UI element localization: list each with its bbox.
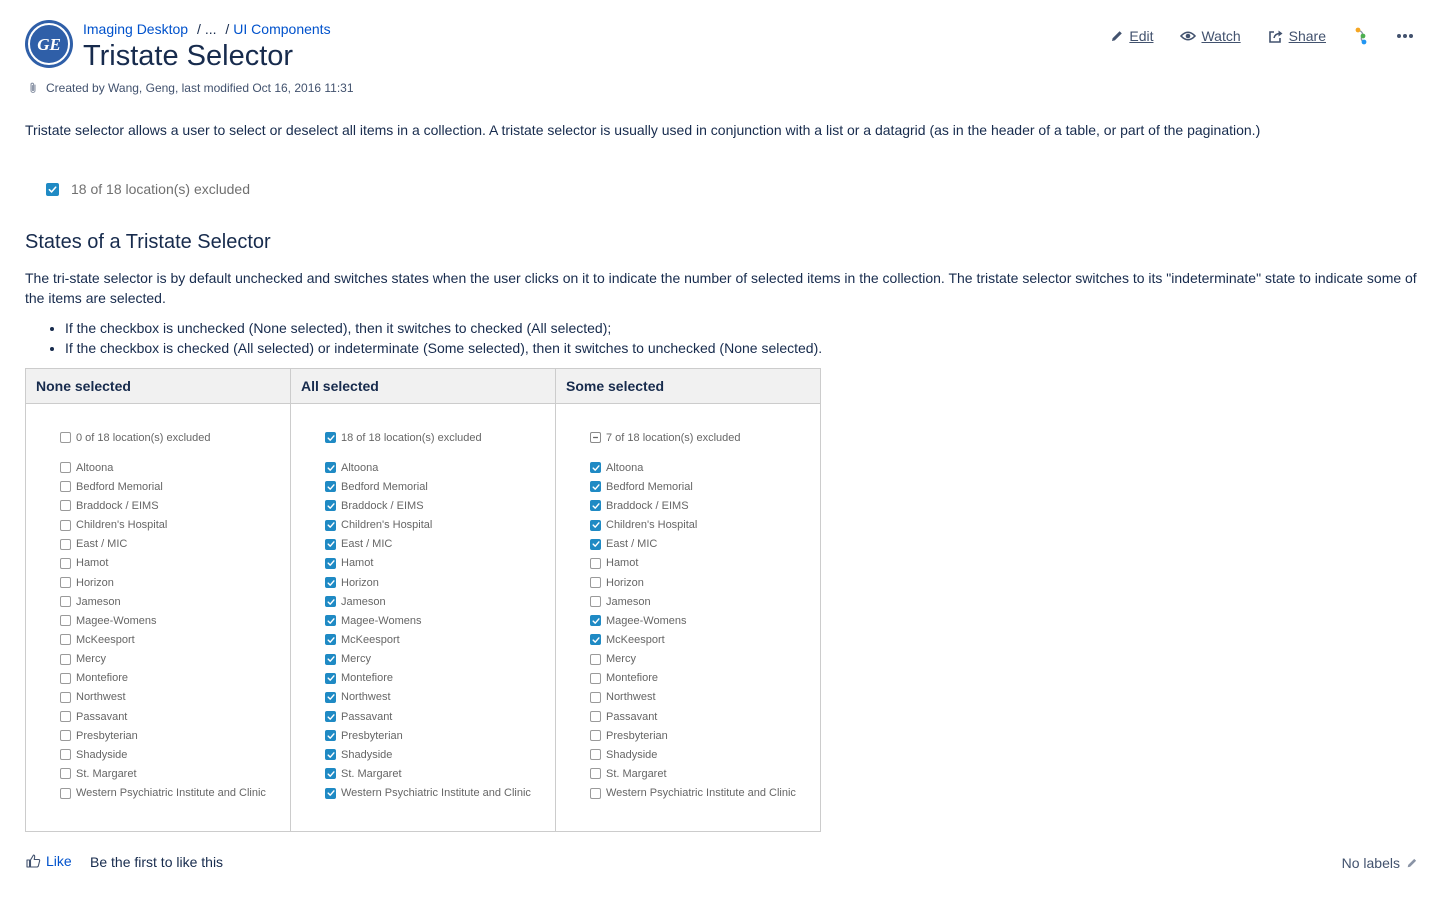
location-checkbox-row[interactable] (60, 496, 290, 515)
breadcrumb-separator: / (225, 21, 230, 37)
location-label: Children's Hospital (606, 519, 698, 532)
checkbox-unchecked[interactable] (60, 730, 71, 741)
location-checkbox-row[interactable] (590, 707, 820, 726)
location-checkbox-row[interactable] (60, 477, 290, 496)
states-description: The tri-state selector is by default unchecked and switches states when the user clicks on it to indicate the number of selected items in the collection. The tristate selector switches to its "indeterminate" state to indicate some of the items are selected. (25, 270, 1417, 306)
header-none-selected: None selected (26, 369, 291, 404)
location-label: Shadyside (76, 748, 128, 761)
tristate-summary[interactable] (590, 428, 820, 447)
location-label: Hamot (76, 557, 109, 570)
checkbox-unchecked[interactable] (590, 730, 601, 741)
svg-text:GE: GE (37, 35, 61, 54)
like-label: Like (46, 853, 72, 869)
location-checkbox-row[interactable] (325, 573, 555, 592)
more-icon (1396, 33, 1414, 39)
location-label: Horizon (341, 576, 379, 589)
location-checkbox-row[interactable] (325, 477, 555, 496)
location-checkbox-row[interactable] (60, 784, 290, 803)
no-labels-text: No labels (1341, 855, 1400, 871)
location-checkbox-row[interactable] (325, 707, 555, 726)
location-checkbox-row[interactable] (590, 764, 820, 783)
checkbox-checked[interactable] (325, 462, 336, 473)
location-label: Children's Hospital (76, 519, 168, 532)
location-label: Northwest (606, 691, 656, 704)
check-icon (327, 521, 335, 529)
checkbox-unchecked[interactable] (60, 673, 71, 684)
ge-monogram-icon (27, 22, 71, 66)
checkbox-list (556, 404, 820, 803)
check-icon (327, 636, 335, 644)
location-label: Montefiore (341, 672, 393, 685)
location-label: Presbyterian (341, 729, 403, 742)
header-some-selected: Some selected (556, 369, 821, 404)
location-label: Shadyside (341, 748, 393, 761)
checkbox-unchecked[interactable] (590, 654, 601, 665)
checkbox-unchecked[interactable] (590, 577, 601, 588)
check-icon (592, 483, 600, 491)
location-label: St. Margaret (76, 767, 137, 780)
location-label: Altoona (341, 461, 379, 474)
check-icon (327, 540, 335, 548)
location-label: Passavant (76, 710, 128, 723)
tristate-summary-label: 7 of 18 location(s) excluded (606, 431, 741, 444)
checkbox-indeterminate[interactable] (590, 432, 601, 443)
location-label: Presbyterian (606, 729, 668, 742)
share-icon (1268, 29, 1284, 43)
location-checkbox-row[interactable] (590, 688, 820, 707)
tristate-demo-checkbox[interactable] (46, 183, 59, 196)
checkbox-unchecked[interactable] (60, 500, 71, 511)
checkbox-checked[interactable] (325, 730, 336, 741)
page-title: Tristate Selector (83, 40, 294, 72)
breadcrumb-ellipsis[interactable]: ... (204, 21, 217, 37)
location-label: East / MIC (341, 538, 393, 551)
pencil-icon (1110, 29, 1124, 43)
location-label: Altoona (606, 461, 644, 474)
location-checkbox-row[interactable] (325, 784, 555, 803)
all-selected-cell (291, 404, 556, 832)
labels-edit-button[interactable] (1342, 855, 1418, 871)
checkbox-unchecked[interactable] (60, 577, 71, 588)
checkbox-unchecked[interactable] (590, 673, 601, 684)
bullet-item: • If the checkbox is unchecked (None selected), then it switches to checked (All selected); (65, 318, 822, 338)
check-icon (592, 617, 600, 625)
checkbox-checked[interactable] (590, 520, 601, 531)
location-label: Altoona (76, 461, 114, 474)
location-label: McKeesport (341, 633, 400, 646)
location-label: Bedford Memorial (606, 480, 693, 493)
check-icon (327, 617, 335, 625)
location-checkbox-row[interactable] (60, 650, 290, 669)
location-checkbox-row[interactable] (590, 650, 820, 669)
check-icon (48, 185, 57, 194)
tristate-summary-label: 0 of 18 location(s) excluded (76, 431, 211, 444)
location-label: Hamot (341, 557, 374, 570)
edit-button[interactable] (1110, 28, 1153, 44)
location-label: Montefiore (76, 672, 128, 685)
location-checkbox-row[interactable] (325, 630, 555, 649)
location-checkbox-row[interactable] (590, 611, 820, 630)
share-label: Share (1288, 28, 1326, 44)
location-label: Braddock / EIMS (606, 499, 689, 512)
more-actions-button[interactable] (1396, 33, 1414, 39)
location-checkbox-row[interactable] (325, 535, 555, 554)
watch-label: Watch (1201, 28, 1241, 44)
location-checkbox-row[interactable] (325, 516, 555, 535)
share-button[interactable] (1268, 28, 1326, 44)
location-checkbox-row[interactable] (325, 669, 555, 688)
checkbox-checked[interactable] (590, 615, 601, 626)
checkbox-checked[interactable] (325, 558, 336, 569)
workflow-icon (1353, 27, 1369, 45)
check-icon (592, 502, 600, 510)
checkbox-unchecked[interactable] (590, 788, 601, 799)
location-checkbox-row[interactable] (60, 764, 290, 783)
checkbox-unchecked[interactable] (590, 749, 601, 760)
checkbox-unchecked[interactable] (590, 768, 601, 779)
location-checkbox-row[interactable] (325, 688, 555, 707)
location-checkbox-row[interactable] (60, 458, 290, 477)
intro-paragraph: Tristate selector allows a user to select or deselect all items in a collection. A tristate selector is usually used in conjunction with a list or a datagrid (as in the header of a table, or part of the pagination.) (25, 122, 1261, 138)
check-icon (327, 770, 335, 778)
page-meta-text: Created by Wang, Geng, last modified Oct 16, 2016 11:31 (46, 81, 354, 95)
checkbox-checked[interactable] (325, 577, 336, 588)
location-checkbox-row[interactable] (60, 611, 290, 630)
check-icon (327, 579, 335, 587)
location-checkbox-row[interactable] (325, 650, 555, 669)
location-checkbox-row[interactable] (60, 592, 290, 611)
location-label: Braddock / EIMS (76, 499, 159, 512)
states-heading: States of a Tristate Selector (25, 231, 271, 253)
location-checkbox-row[interactable] (325, 496, 555, 515)
checkbox-unchecked[interactable] (60, 711, 71, 722)
location-label: East / MIC (606, 538, 658, 551)
check-icon (327, 502, 335, 510)
location-label: Montefiore (606, 672, 658, 685)
checkbox-unchecked[interactable] (60, 692, 71, 703)
location-checkbox-row[interactable] (590, 516, 820, 535)
location-label: Children's Hospital (341, 519, 433, 532)
location-label: Bedford Memorial (76, 480, 163, 493)
location-label: Magee-Womens (341, 614, 422, 627)
some-selected-cell (556, 404, 821, 832)
space-logo[interactable] (25, 20, 73, 68)
checkbox-list (26, 404, 290, 803)
location-checkbox-row[interactable] (590, 592, 820, 611)
page-metadata (28, 81, 354, 95)
location-label: Jameson (76, 595, 121, 608)
states-table (25, 368, 821, 832)
tristate-summary[interactable] (325, 428, 555, 447)
minus-icon (592, 434, 599, 441)
checkbox-checked[interactable] (590, 500, 601, 511)
location-label: Hamot (606, 557, 639, 570)
watch-button[interactable] (1180, 28, 1240, 44)
checkbox-checked[interactable] (325, 539, 336, 550)
checkbox-checked[interactable] (325, 432, 336, 443)
checkbox-unchecked[interactable] (60, 596, 71, 607)
location-checkbox-row[interactable] (60, 554, 290, 573)
location-checkbox-row[interactable] (590, 554, 820, 573)
location-checkbox-row[interactable] (60, 669, 290, 688)
check-icon (592, 464, 600, 472)
check-icon (327, 598, 335, 606)
checkbox-unchecked[interactable] (60, 788, 71, 799)
location-label: Shadyside (606, 748, 658, 761)
check-icon (327, 434, 335, 442)
location-label: East / MIC (76, 538, 128, 551)
location-checkbox-row[interactable] (590, 745, 820, 764)
page-toolbar (1083, 26, 1414, 46)
checkbox-unchecked[interactable] (590, 596, 601, 607)
checkbox-unchecked[interactable] (60, 462, 71, 473)
check-icon (592, 540, 600, 548)
location-checkbox-row[interactable] (590, 496, 820, 515)
breadcrumb-parent-link[interactable]: UI Components (233, 21, 331, 37)
checkbox-checked[interactable] (325, 500, 336, 511)
location-label: McKeesport (76, 633, 135, 646)
eye-icon (1180, 30, 1196, 42)
location-label: Northwest (76, 691, 126, 704)
location-checkbox-row[interactable] (590, 573, 820, 592)
check-icon (327, 655, 335, 663)
checkbox-checked[interactable] (325, 520, 336, 531)
location-checkbox-row[interactable] (590, 477, 820, 496)
like-status-text: Be the first to like this (90, 854, 224, 870)
location-label: Mercy (606, 653, 636, 666)
location-label: Magee-Womens (76, 614, 157, 627)
location-label: Horizon (76, 576, 114, 589)
checkbox-checked[interactable] (325, 634, 336, 645)
location-checkbox-row[interactable] (60, 630, 290, 649)
checkbox-unchecked[interactable] (60, 520, 71, 531)
check-icon (327, 789, 335, 797)
tristate-summary-label: 18 of 18 location(s) excluded (341, 431, 482, 444)
checkbox-checked[interactable] (325, 749, 336, 760)
header-all-selected: All selected (291, 369, 556, 404)
location-label: Presbyterian (76, 729, 138, 742)
tristate-summary[interactable] (60, 428, 290, 447)
workflow-button[interactable] (1353, 27, 1369, 45)
checkbox-checked[interactable] (325, 596, 336, 607)
checkbox-checked[interactable] (325, 788, 336, 799)
location-checkbox-row[interactable] (590, 726, 820, 745)
location-checkbox-row[interactable] (60, 707, 290, 726)
none-selected-cell (26, 404, 291, 832)
checkbox-unchecked[interactable] (60, 558, 71, 569)
location-checkbox-row[interactable] (60, 516, 290, 535)
checkbox-checked[interactable] (325, 654, 336, 665)
check-icon (592, 636, 600, 644)
location-label: Mercy (341, 653, 371, 666)
location-checkbox-row[interactable] (325, 458, 555, 477)
location-label: McKeesport (606, 633, 665, 646)
check-icon (327, 674, 335, 682)
location-checkbox-row[interactable] (590, 669, 820, 688)
checkbox-unchecked[interactable] (60, 654, 71, 665)
checkbox-checked[interactable] (325, 673, 336, 684)
location-label: Northwest (341, 691, 391, 704)
location-checkbox-row[interactable] (60, 726, 290, 745)
checkbox-unchecked[interactable] (60, 481, 71, 492)
location-checkbox-row[interactable] (60, 688, 290, 707)
check-icon (592, 521, 600, 529)
location-label: Bedford Memorial (341, 480, 428, 493)
attachment-icon (28, 82, 38, 94)
breadcrumb (83, 21, 331, 37)
location-label: Western Psychiatric Institute and Clinic (76, 787, 266, 800)
location-checkbox-row[interactable] (590, 535, 820, 554)
bullet-item: • If the checkbox is checked (All selected) or indeterminate (Some selected), then it switches to unchecked (None selected). (65, 338, 822, 358)
checkbox-checked[interactable] (590, 539, 601, 550)
checkbox-checked[interactable] (325, 692, 336, 703)
pencil-icon (1406, 857, 1418, 869)
location-label: Western Psychiatric Institute and Clinic (606, 787, 796, 800)
tristate-demo-label: 18 of 18 location(s) excluded (71, 181, 250, 197)
location-label: Passavant (341, 710, 393, 723)
location-label: Magee-Womens (606, 614, 687, 627)
checkbox-unchecked[interactable] (60, 768, 71, 779)
location-checkbox-row[interactable] (325, 745, 555, 764)
location-checkbox-row[interactable] (60, 745, 290, 764)
checkbox-checked[interactable] (325, 481, 336, 492)
location-label: Passavant (606, 710, 658, 723)
location-checkbox-row[interactable] (590, 784, 820, 803)
check-icon (327, 464, 335, 472)
checkbox-unchecked[interactable] (590, 558, 601, 569)
location-label: Jameson (606, 595, 651, 608)
breadcrumb-space-link[interactable]: Imaging Desktop (83, 21, 189, 37)
location-label: Braddock / EIMS (341, 499, 424, 512)
checkbox-unchecked[interactable] (60, 749, 71, 760)
checkbox-checked[interactable] (325, 615, 336, 626)
location-checkbox-row[interactable] (325, 764, 555, 783)
check-icon (327, 693, 335, 701)
checkbox-unchecked[interactable] (590, 711, 601, 722)
checkbox-checked[interactable] (325, 711, 336, 722)
checkbox-checked[interactable] (590, 634, 601, 645)
checkbox-checked[interactable] (590, 481, 601, 492)
checkbox-checked[interactable] (325, 768, 336, 779)
location-label: Horizon (606, 576, 644, 589)
edit-label: Edit (1129, 28, 1154, 44)
location-label: Western Psychiatric Institute and Clinic (341, 787, 531, 800)
location-label: St. Margaret (341, 767, 402, 780)
checkbox-list (291, 404, 555, 803)
thumbs-up-icon (26, 854, 41, 868)
breadcrumb-separator: / (196, 21, 201, 37)
location-checkbox-row[interactable] (590, 458, 820, 477)
check-icon (327, 713, 335, 721)
check-icon (327, 483, 335, 491)
location-checkbox-row[interactable] (60, 573, 290, 592)
check-icon (327, 751, 335, 759)
checkbox-unchecked[interactable] (60, 539, 71, 550)
location-checkbox-row[interactable] (325, 554, 555, 573)
location-checkbox-row[interactable] (325, 592, 555, 611)
location-checkbox-row[interactable] (325, 726, 555, 745)
location-checkbox-row[interactable] (590, 630, 820, 649)
checkbox-checked[interactable] (590, 462, 601, 473)
tristate-demo[interactable] (46, 181, 250, 197)
location-checkbox-row[interactable] (325, 611, 555, 630)
location-label: St. Margaret (606, 767, 667, 780)
states-bullet-list (25, 318, 822, 358)
like-button[interactable] (26, 853, 72, 869)
location-label: Jameson (341, 595, 386, 608)
check-icon (327, 559, 335, 567)
location-checkbox-row[interactable] (60, 535, 290, 554)
checkbox-unchecked[interactable] (590, 692, 601, 703)
checkbox-unchecked[interactable] (60, 432, 71, 443)
check-icon (327, 732, 335, 740)
checkbox-unchecked[interactable] (60, 634, 71, 645)
checkbox-unchecked[interactable] (60, 615, 71, 626)
location-label: Mercy (76, 653, 106, 666)
